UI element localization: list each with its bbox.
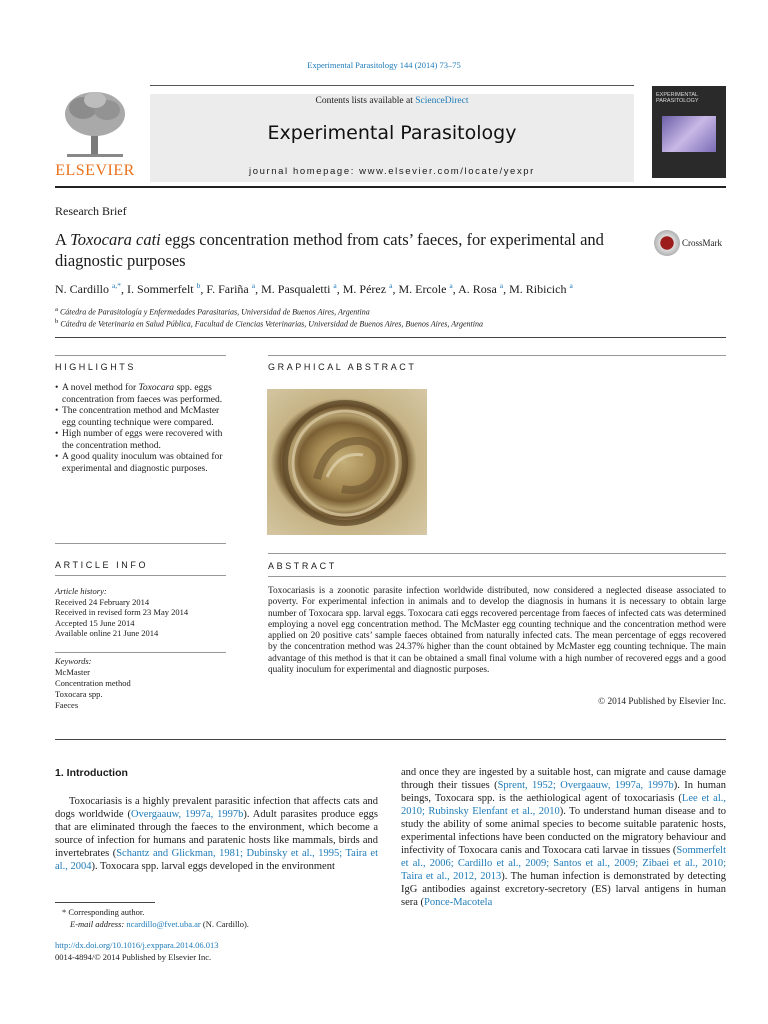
highlight-item: • The concentration method and McMaster egg counting technique were compared. xyxy=(55,406,230,429)
keyword: Faeces xyxy=(55,700,79,710)
highlights-heading: HIGHLIGHTS xyxy=(55,362,137,372)
title-part: A xyxy=(55,230,71,249)
author-affiliation-marker[interactable]: a xyxy=(499,281,504,290)
keywords-rule xyxy=(55,652,226,653)
journal-title: Experimental Parasitology xyxy=(267,122,517,144)
section-rule xyxy=(55,337,726,338)
author-affiliation-marker[interactable]: a,* xyxy=(112,281,121,290)
author-name: I. Sommerfelt xyxy=(126,282,197,296)
abstract-heading: ABSTRACT xyxy=(268,561,337,571)
highlights-list xyxy=(55,383,230,475)
highlight-item: • A novel method for Toxocara spp. eggs concentration from faeces was performed. xyxy=(55,383,230,406)
article-type: Research Brief xyxy=(55,204,127,218)
header-rule xyxy=(150,85,634,86)
history-item: Received 24 February 2014 xyxy=(55,596,150,607)
header-thick-rule xyxy=(55,186,726,188)
author-name: M. Ercole xyxy=(398,282,450,296)
journal-reference[interactable]: Experimental Parasitology 144 (2014) 73–75 xyxy=(307,60,461,70)
highlights-rule xyxy=(55,355,226,356)
highlight-item: • A good quality inoculum was obtained for experimental and diagnostic purposes. xyxy=(55,452,230,475)
article-history xyxy=(55,586,230,639)
affiliation: $^b$ Cátedra de Veterinaria en Salud Pública, Facultad de Ciencias Veterinarias, Universidad de Buenos Aires, Buenos Aires, Argentina xyxy=(55,318,483,329)
abstract-rule xyxy=(268,576,726,577)
highlight-item: • High number of eggs were recovered with the concentration method. xyxy=(55,429,230,452)
history-item: Received in revised form 23 May 2014 xyxy=(55,607,189,617)
email-note: E-mail address: ncardillo@fvet.uba.ar (N. Cardillo). xyxy=(70,919,249,929)
footnote-rule xyxy=(55,902,155,903)
citation-link[interactable]: Ponce-Macotela xyxy=(424,897,493,908)
article-title xyxy=(55,229,615,271)
affiliation: $^a$ Cátedra de Parasitología y Enfermedades Parasitarias, Universidad de Buenos Aires, Argentina xyxy=(55,306,370,317)
history-label: Article history: xyxy=(55,586,107,596)
author-affiliation-marker[interactable]: a xyxy=(449,281,453,290)
article-info-heading: ARTICLE INFO xyxy=(55,560,149,570)
citation-link[interactable]: Sommerfelt et al., 2006; Cardillo et al., 2009; Santos et al., 2009; Zibaei et al., 2010; Taira et al., 2012, 2013 xyxy=(401,845,726,882)
keyword: McMaster xyxy=(55,667,90,677)
citation-link[interactable]: Schantz and Glickman, 1981; Dubinsky et al., 1995; Taira et al., 2004 xyxy=(55,848,378,872)
abstract-text: Toxocariasis is a zoonotic parasite infection worldwide distributed, now considered a neglected disease associated to poverty. For experimental infection in animals and to develop the diagnosis in humans it is necessary to obtain large number of Toxocara spp. larval eggs. Toxocara cati eggs recovered percentage from faeces of infected cats was determined employing a novel egg concentration method. The McMaster egg counting technique and the concentration method were applied on 20 positive cats’ sample faeces obtained from naturally infected cats. The mean percentage of eggs recovered by the concentration method was 24.37% higher than the count obtained by McMaster egg counting technique. The main advantage of this method is that it can be obtained a small final volume with a high number of recovered eggs and a good quality inoculum for experimental and diagnostic purposes. xyxy=(268,586,726,676)
crossmark-button[interactable] xyxy=(654,230,726,258)
author-affiliation-marker[interactable]: a xyxy=(389,281,393,290)
cover-title: EXPERIMENTAL PARASITOLOGY xyxy=(656,92,699,104)
doi-link[interactable]: http://dx.doi.org/10.1016/j.exppara.2014.06.013 xyxy=(55,940,219,950)
crossmark-icon xyxy=(654,230,680,256)
abstract-copyright: © 2014 Published by Elsevier Inc. xyxy=(598,697,726,707)
email-link[interactable]: ncardillo@fvet.uba.ar xyxy=(126,919,201,929)
keyword: Concentration method xyxy=(55,678,131,688)
title-species: Toxocara cati xyxy=(70,230,161,249)
keywords-label: Keywords: xyxy=(55,656,92,666)
keyword: Toxocara spp. xyxy=(55,689,103,699)
elsevier-logo[interactable] xyxy=(55,88,135,180)
title-part: eggs concentration method from cats’ faeces, for experimental and diagnostic purposes xyxy=(55,230,604,270)
history-item: Available online 21 June 2014 xyxy=(55,628,159,638)
citation-link[interactable]: Sprent, 1952; Overgaauw, 1997a, 1997b xyxy=(497,780,674,791)
author-name: M. Ribicich xyxy=(509,282,570,296)
graphical-abstract-heading: GRAPHICAL ABSTRACT xyxy=(268,362,417,372)
graphical-abstract-rule xyxy=(268,355,726,356)
issn-line: 0014-4894/© 2014 Published by Elsevier Inc. xyxy=(55,952,212,962)
author-affiliation-marker[interactable]: b xyxy=(196,281,201,290)
history-item: Accepted 15 June 2014 xyxy=(55,617,135,628)
section-rule xyxy=(55,739,726,740)
body-column-right: and once they are ingested by a suitable host, can migrate and cause damage through their tissues (Sprent, 1952; Overgaauw, 1997a, 1997b). In human beings, Toxocara spp. is the aethiological agent of toxocariasis (Lee et al., 2010; Rubinsky Elenfant et al., 2010). To understand human disease and to study the ability of some animal species to become suitable paratenic hosts, experimental infections have been conducted on the migratory behaviour and infectivity of Toxocara canis and Toxocara cati larvae in tissues (Sommerfelt et al., 2006; Cardillo et al., 2009; Santos et al., 2009; Zibaei et al., 2010; Taira et al., 2012, 2013). The human infection is demonstrated by detecting IgG antibodies against excretory-secretory (ES) larval antigens in human sera (Ponce-Macotela xyxy=(401,767,727,908)
contents-line xyxy=(150,96,634,106)
author-name: F. Fariña xyxy=(206,282,252,296)
author-list: N. Cardillo $^{a,*}$, I. Sommerfelt $^b$, F. Fariña $^a$, M. Pasqualetti $^a$, M. Pérez $^a$, M. Ercole $^a$, A. Rosa $^a$, M. Ribicich $^a$ xyxy=(55,281,573,296)
article-info-rule xyxy=(55,543,226,544)
author-affiliation-marker[interactable]: a xyxy=(569,281,573,290)
citation-link[interactable]: Lee et al., 2010; Rubinsky Elenfant et al., 2010 xyxy=(401,793,726,817)
introduction-heading: 1. Introduction xyxy=(55,767,128,779)
author-name: A. Rosa xyxy=(458,282,500,296)
author-name: N. Cardillo xyxy=(55,282,112,296)
abstract-rule xyxy=(268,553,726,554)
egg-illustration xyxy=(267,389,427,535)
citation-link[interactable]: Overgaauw, 1997a, 1997b xyxy=(130,809,244,820)
elsevier-wordmark: ELSEVIER xyxy=(55,162,135,179)
journal-cover[interactable] xyxy=(652,86,726,178)
journal-homepage[interactable]: journal homepage: www.elsevier.com/locate/yexpr xyxy=(249,166,535,177)
author-affiliation-marker[interactable]: a xyxy=(333,281,337,290)
toxocara-egg-micrograph[interactable] xyxy=(267,389,427,535)
cover-image xyxy=(662,116,716,152)
body-column-left: Toxocariasis is a highly prevalent parasitic infection that affects cats and dogs worldwide (Overgaauw, 1997a, 1997b). Adult parasites produce eggs that are eliminated through the faeces to the environment, which become a source of infection for humans and paratenic hosts like mammals, birds and invertebrates (Schantz and Glickman, 1981; Dubinsky et al., 1995; Taira et al., 2004). Toxocara spp. larval eggs developed in the environment xyxy=(55,796,379,872)
sciencedirect-link[interactable]: ScienceDirect xyxy=(415,96,469,106)
contents-prefix: Contents lists available at xyxy=(315,96,416,106)
author-name: M. Pasqualetti xyxy=(261,282,334,296)
author-affiliation-marker[interactable]: a xyxy=(251,281,256,290)
author-name: M. Pérez xyxy=(342,282,390,296)
keywords xyxy=(55,656,230,711)
corresponding-author-note: * Corresponding author. xyxy=(62,907,145,917)
tree-icon xyxy=(55,88,135,162)
crossmark-label: CrossMark xyxy=(682,238,722,248)
article-info-rule xyxy=(55,575,226,576)
